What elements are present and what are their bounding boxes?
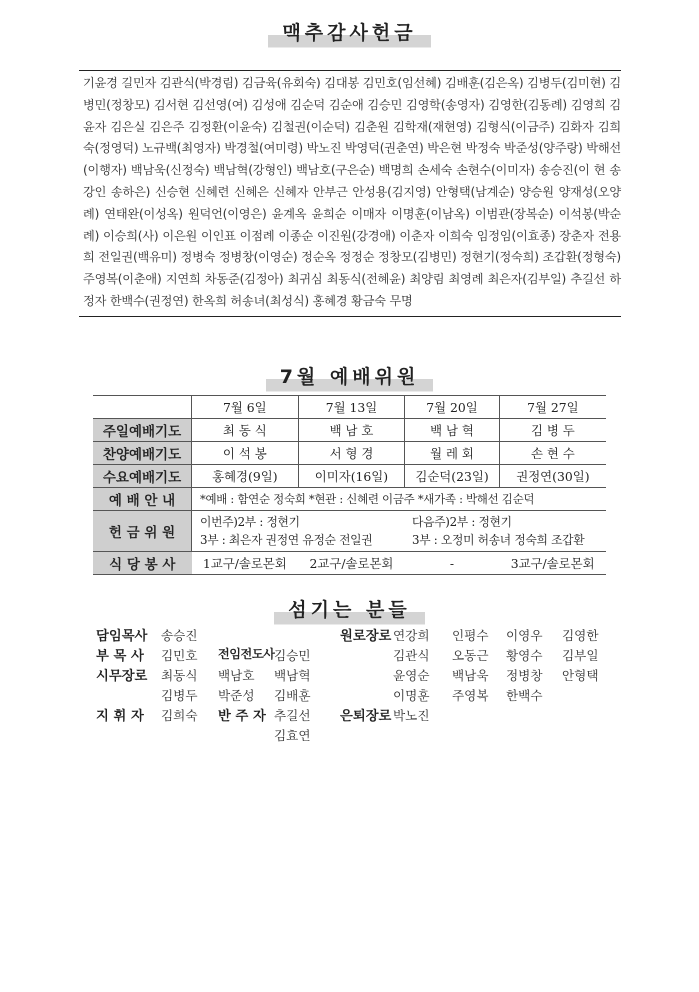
offering-committee-cell — [192, 511, 607, 552]
table-cell: 이미자(16일) — [298, 465, 405, 488]
honorary-elder: 한백수 — [506, 688, 543, 703]
table-cell: 1교구/솔로몬회 — [202, 556, 287, 571]
worship-title-wrap — [0, 360, 699, 395]
usher-row — [93, 488, 606, 511]
honorary-elder: 백남욱 — [452, 668, 489, 683]
table-cell: 이 석 봉 — [192, 442, 299, 465]
row-label: 찬양예배기도 — [93, 442, 192, 465]
table-cell: 백 남 호 — [298, 419, 405, 442]
this-week-2: 이번주)2부 : 정현기 — [200, 515, 300, 529]
senior-pastor-name: 송승진 — [161, 628, 198, 643]
honorary-elder: 인평수 — [452, 628, 489, 643]
date-cell: 7월 13일 — [298, 396, 405, 419]
date-header-row — [93, 396, 606, 419]
table-cell: 홍혜경(9일) — [192, 465, 299, 488]
row-label: 예 배 안 내 — [93, 488, 192, 511]
accompanist-name: 추길선 — [274, 708, 311, 723]
honorary-elder: 황영수 — [506, 648, 543, 663]
corner-cell — [93, 396, 192, 419]
conductor-name: 김희숙 — [161, 708, 198, 723]
offering-title: 맥추감사헌금 — [268, 16, 430, 51]
honorary-elder: 오동근 — [452, 648, 489, 663]
offering-committee-row — [93, 511, 606, 552]
sunday-prayer-row — [93, 419, 606, 442]
senior-pastor-label: 담임목사 — [96, 629, 148, 644]
row-label: 수요예배기도 — [93, 465, 192, 488]
date-cell: 7월 27일 — [499, 396, 606, 419]
table-cell: 김순덕(23일) — [405, 465, 499, 488]
honorary-elder: 김관식 — [393, 648, 430, 663]
honorary-elder: 이명훈 — [393, 688, 430, 703]
associate-pastor-name: 김민호 — [161, 648, 198, 663]
honorary-elder: 이영우 — [506, 628, 543, 643]
usher-text: *예배 : 함연순 정숙희 *현관 : 신혜련 이금주 *새가족 : 박해선 김순덕 — [192, 488, 607, 511]
table-cell: 3교구/솔로몬회 — [510, 556, 595, 571]
next-week-3: 3부 : 오정미 허송녀 정숙희 조갑환 — [412, 533, 585, 547]
table-cell: 백 남 혁 — [405, 419, 499, 442]
accompanist-name: 김효연 — [274, 728, 311, 743]
elder: 백남호 — [218, 668, 255, 683]
table-cell: 권정연(30일) — [499, 465, 606, 488]
table-cell: 손 현 수 — [499, 442, 606, 465]
next-week-2: 다음주)2부 : 정현기 — [412, 515, 512, 529]
kitchen-row — [93, 552, 606, 575]
row-label: 식 당 봉 사 — [93, 552, 192, 575]
accompanist-label: 반 주 자 — [218, 709, 266, 724]
retired-elder-name: 박노진 — [393, 708, 430, 723]
offering-name-list: 기윤경 길민자 김관식(박경림) 김금육(유회숙) 김대봉 김민호(임선혜) 김배훈(김은옥) 김병두(김미현) 김병민(정창모) 김서현 김선영(여) 김성애 김순덕 김순애 김승민 김영학(송영자) 김영한(김동례) 김영희 김윤자 김은실 김은주 김정환(이윤숙) 김철권(이순덕) 김춘원 김학재(재현영) 김형식(이금주) 김화자 김희숙(정영덕) 노규백(최영자) 박경철(여미령) 박노진 박영덕(권춘연) 박은현 박정숙 박준성(양주랑) 박해선(이행자) 백남욱(신정숙) 백남혁(강형인) 백남호(구은순) 백명희 손세숙 손현수(이미자) 송승진(이 현 송강인 송하은) 신승현 신혜련 신혜은 신혜자 안부근 안성용(김지영) 안형택(남계순) 양승원 양재성(오양례) 연태완(이성옥) 원덕언(이영은) 윤계옥 윤희순 이매자 이명훈(이남옥) 이범관(장복순) 이석봉(박순례) 이승희(사) 이은원 이인표 이점례 이종순 이진원(강경애) 이춘자 이희숙 임정임(이효종) 장춘자 전용희 전일권(백유미) 정병숙 정병창(이영순) 정순옥 정정순 정창모(김병민) 정현기(정숙희) 조갑환(정형숙) 주영복(이춘애) 지연희 차동준(김정아) 최귀심 최동식(전혜윤) 최양림 최영례 최은자(김부일) 추길선 하정자 한백수(권정연) 한옥희 허송녀(최성식) 홍혜경 황금숙 무명 — [79, 70, 621, 317]
evangelist-name: 김승민 — [274, 648, 311, 663]
retired-elders-label: 은퇴장로 — [340, 709, 392, 724]
row-label: 헌 금 위 원 — [93, 511, 192, 552]
table-cell: - — [449, 555, 455, 571]
praise-prayer-row — [93, 442, 606, 465]
elder: 박준성 — [218, 688, 255, 703]
honorary-elder: 연강희 — [393, 628, 430, 643]
honorary-elders-label: 원로장로 — [340, 629, 392, 644]
honorary-elder: 주영복 — [452, 688, 489, 703]
evangelist-label: 전임전도사 — [218, 647, 275, 661]
table-cell: 월 레 회 — [405, 442, 499, 465]
conductor-label: 지 휘 자 — [96, 709, 144, 724]
elder: 김배훈 — [274, 688, 311, 703]
worship-committee-table — [93, 395, 606, 575]
row-label: 주일예배기도 — [93, 419, 192, 442]
table-cell: 김 병 두 — [499, 419, 606, 442]
date-cell: 7월 6일 — [192, 396, 299, 419]
elder: 백남혁 — [274, 668, 311, 683]
staff-title-wrap — [0, 593, 699, 628]
wednesday-prayer-row — [93, 465, 606, 488]
elder: 김병두 — [161, 688, 198, 703]
table-cell: 2교구/솔로몬회 — [309, 556, 394, 571]
offering-title-wrap — [0, 16, 699, 51]
honorary-elder: 안형택 — [562, 668, 599, 683]
honorary-elder: 김영한 — [562, 628, 599, 643]
worship-title: 7월 예배위원 — [266, 360, 434, 395]
honorary-elder: 김부일 — [562, 648, 599, 663]
this-week-3: 3부 : 최은자 권정연 유정순 전일권 — [200, 533, 373, 547]
table-cell: 서 형 경 — [298, 442, 405, 465]
honorary-elder: 정병창 — [506, 668, 543, 683]
staff-title: 섬기는 분들 — [274, 593, 424, 628]
honorary-elder: 윤영순 — [393, 668, 430, 683]
elders-label: 시무장로 — [96, 669, 148, 684]
date-cell: 7월 20일 — [405, 396, 499, 419]
elder: 최동식 — [161, 668, 198, 683]
associate-pastor-label: 부 목 사 — [96, 649, 144, 664]
table-cell: 최 동 식 — [192, 419, 299, 442]
